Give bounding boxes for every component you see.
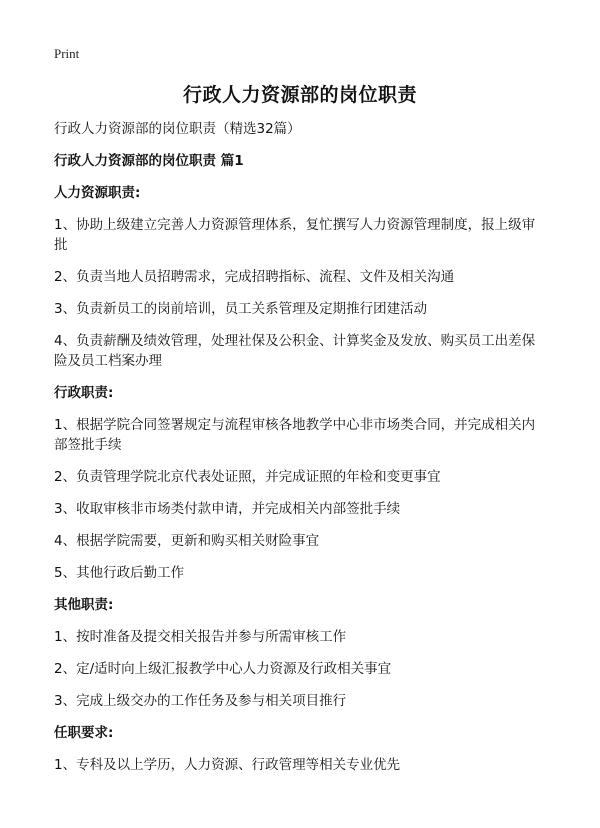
- list-item: 1、按时准备及提交相关报告并参与所需审核工作: [54, 629, 347, 645]
- list-item: 2、负责当地人员招聘需求，完成招聘指标、流程、文件及相关沟通: [54, 269, 455, 285]
- print-link[interactable]: Print: [54, 46, 80, 61]
- list-item: 2、负责管理学院北京代表处证照，并完成证照的年检和变更事宜: [54, 469, 441, 485]
- list-item: 1、根据学院合同签署规定与流程审核各地教学中心非市场类合同，并完成相关内部签批手续: [54, 417, 536, 453]
- list-item: 3、完成上级交办的工作任务及参与相关项目推行: [54, 693, 347, 709]
- subtitle: 行政人力资源部的岗位职责（精选32篇）: [54, 121, 301, 137]
- page-title: 行政人力资源部的岗位职责: [182, 84, 417, 106]
- section-requirements: [54, 723, 546, 775]
- list-item: 4、负责薪酬及绩效管理，处理社保及公积金、计算奖金及发放、购买员工出差保险及员工档案办理: [54, 333, 536, 369]
- list-item: 3、收取审核非市场类付款申请，并完成相关内部签批手续: [54, 501, 401, 517]
- section-admin: [54, 383, 546, 583]
- section-heading: 行政职责:: [54, 385, 114, 401]
- section-heading: 人力资源职责:: [54, 185, 141, 201]
- section-hr: [54, 183, 546, 371]
- list-item: 5、其他行政后勤工作: [54, 565, 185, 581]
- list-item: 3、负责新员工的岗前培训，员工关系管理及定期推行团建活动: [54, 301, 428, 317]
- list-item: 4、根据学院需要，更新和购买相关财险事宜: [54, 533, 320, 549]
- doc-heading: 行政人力资源部的岗位职责 篇1: [54, 153, 244, 169]
- document-content: [54, 119, 546, 787]
- list-item: 1、专科及以上学历，人力资源、行政管理等相关专业优先: [54, 757, 401, 773]
- list-item: 2、定/适时向上级汇报教学中心人力资源及行政相关事宜: [54, 661, 392, 677]
- list-item: 1、协助上级建立完善人力资源管理体系，复忙撰写人力资源管理制度，报上级审批: [54, 217, 536, 253]
- section-heading: 其他职责:: [54, 597, 114, 613]
- section-other: [54, 595, 546, 711]
- section-heading: 任职要求:: [54, 725, 114, 741]
